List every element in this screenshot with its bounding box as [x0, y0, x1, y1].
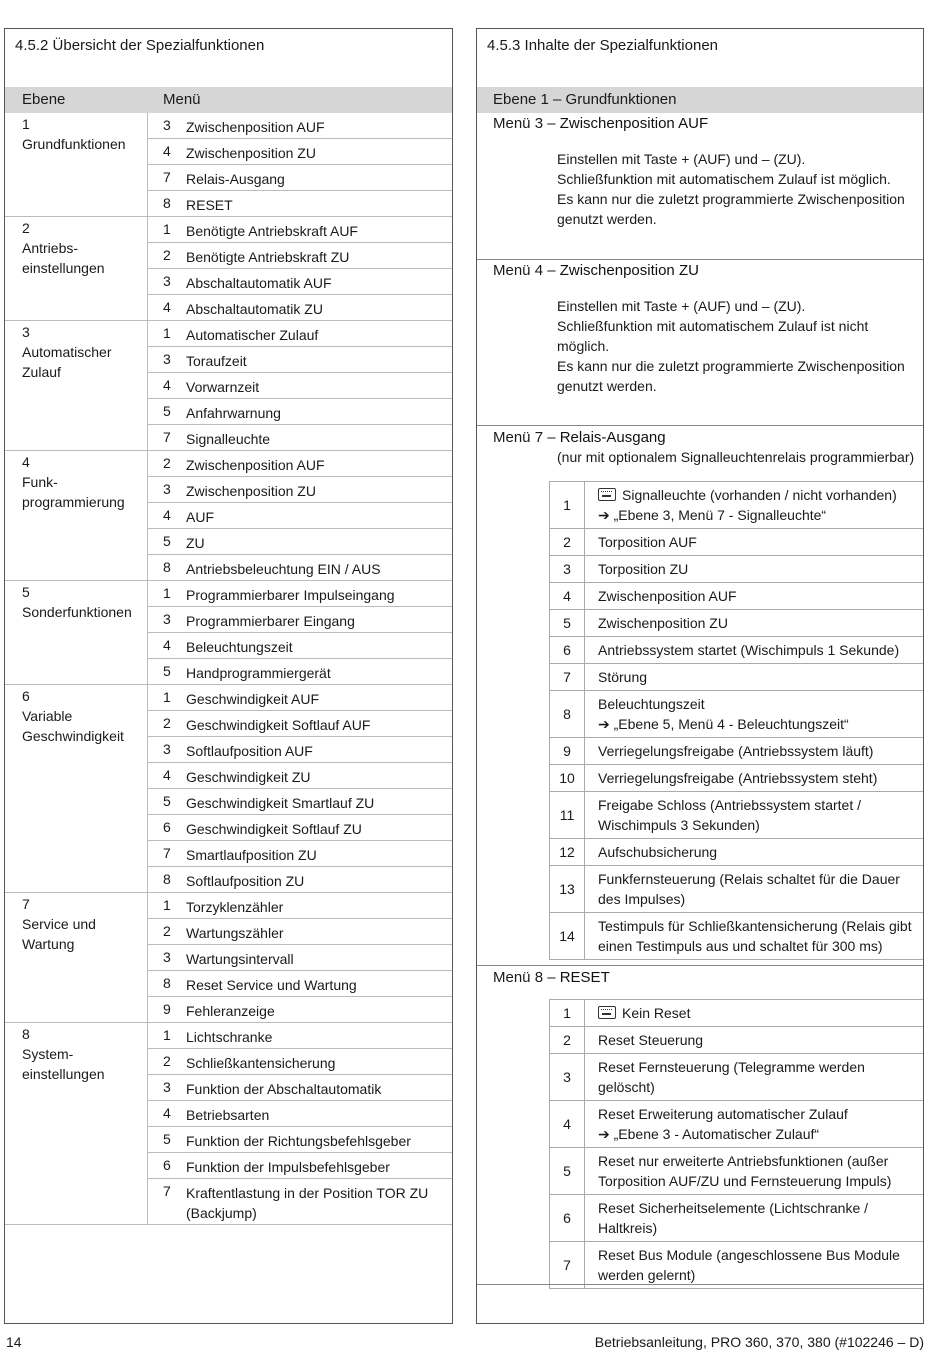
overview-group — [5, 1023, 452, 1225]
section-title-contents — [477, 29, 923, 88]
option-line: Signalleuchte (vorhanden / nicht vorhanden) — [622, 487, 897, 503]
menu-number: 5 — [163, 533, 171, 549]
menu-row — [148, 295, 452, 321]
menu-row — [148, 165, 452, 191]
menu4-name: Zwischenposition ZU — [559, 262, 699, 279]
menu-number: 4 — [163, 143, 171, 159]
option-line: Reset Fernsteuerung (Telegramme werden gelöscht) — [598, 1059, 865, 1095]
menu-title: Toraufzeit — [186, 353, 247, 369]
option-line: Kein Reset — [622, 1005, 691, 1021]
menu-title: Kraftentlastung in der Position TOR ZU (Backjump) — [186, 1185, 429, 1221]
menu-row — [148, 1023, 452, 1049]
menu-number: 4 — [163, 767, 171, 783]
menu-row — [148, 789, 452, 815]
option-text — [598, 583, 923, 609]
divider — [477, 259, 923, 260]
menu-title: Funktion der Impulsbefehlsgeber — [186, 1159, 390, 1175]
option-row — [549, 839, 923, 866]
option-number: 5 — [550, 610, 585, 636]
overview-group — [5, 113, 452, 217]
menu7-name: Relais-Ausgang — [559, 429, 666, 446]
menu-title: Reset Service und Wartung — [186, 977, 357, 993]
option-number: 10 — [550, 765, 585, 791]
menu-row — [148, 815, 452, 841]
menu-number: 2 — [163, 715, 171, 731]
option-line: Funkfernsteuerung (Relais schaltet für die Dauer des Impulses) — [598, 871, 900, 907]
menu-title: Abschaltautomatik AUF — [186, 275, 332, 291]
option-row — [549, 913, 923, 960]
option-line: Störung — [598, 669, 648, 685]
option-row — [549, 610, 923, 637]
option-number: 6 — [550, 637, 585, 663]
menu-number: 8 — [163, 975, 171, 991]
option-line: Reset nur erweiterte Antriebsfunktionen (außer Torposition AUF/ZU und Fernsteuerung Impuls) — [598, 1153, 892, 1189]
menu-number: 2 — [163, 247, 171, 263]
menu-number: 7 — [163, 845, 171, 861]
menu-row — [148, 243, 452, 269]
menu3-line: Einstellen mit Taste + (AUF) und – (ZU). — [557, 151, 806, 167]
menu-title: Benötigte Antriebskraft AUF — [186, 223, 358, 239]
option-number: 7 — [550, 664, 585, 690]
menu-number: 1 — [163, 585, 171, 601]
menu-row — [148, 451, 452, 477]
option-row — [549, 529, 923, 556]
menu-number: 3 — [163, 611, 171, 627]
option-text — [598, 691, 923, 737]
menu3-line: Schließfunktion mit automatischem Zulauf ist möglich. — [557, 171, 891, 187]
menu-row — [148, 1153, 452, 1179]
menu-row — [148, 399, 452, 425]
menu-number: 3 — [163, 481, 171, 497]
option-row — [549, 482, 923, 529]
menu-number: 4 — [163, 299, 171, 315]
menu-title: Fehleranzeige — [186, 1003, 275, 1019]
menu-title: Beleuchtungszeit — [186, 639, 293, 655]
option-row — [549, 738, 923, 765]
overview-group — [5, 217, 452, 321]
option-number: 5 — [550, 1148, 585, 1194]
option-text — [598, 1054, 923, 1100]
menu-row — [148, 321, 452, 347]
option-number: 4 — [550, 583, 585, 609]
contents-panel — [476, 28, 924, 1324]
menu-row — [148, 737, 452, 763]
menu-number: 5 — [163, 403, 171, 419]
menu-title: AUF — [186, 509, 214, 525]
menu-title: Smartlaufposition ZU — [186, 847, 317, 863]
option-text — [598, 866, 923, 912]
menu-row — [148, 919, 452, 945]
menu-title: Geschwindigkeit Softlauf ZU — [186, 821, 362, 837]
option-line: Reset Sicherheitselemente (Lichtschranke / Haltkreis) — [598, 1200, 869, 1236]
menu8-heading — [493, 969, 610, 986]
menu4-line: Einstellen mit Taste + (AUF) und – (ZU). — [557, 298, 806, 314]
menu-row — [148, 217, 452, 243]
keyboard-icon — [598, 1006, 616, 1019]
group-label: 2 Antriebs- einstellungen — [22, 220, 105, 276]
menu-number: 3 — [163, 117, 171, 133]
menu-number: 4 — [163, 507, 171, 523]
menu-title: Lichtschranke — [186, 1029, 273, 1045]
option-text — [598, 1027, 923, 1053]
option-row — [549, 1027, 923, 1054]
menu-title: Antriebsbeleuchtung EIN / AUS — [186, 561, 381, 577]
menu-title: Benötigte Antriebskraft ZU — [186, 249, 350, 265]
menu-row — [148, 971, 452, 997]
option-row — [549, 1054, 923, 1101]
menu-title: RESET — [186, 197, 233, 213]
option-number: 6 — [550, 1195, 585, 1241]
menu-number: 5 — [163, 1131, 171, 1147]
option-number: 4 — [550, 1101, 585, 1147]
menu-title: Zwischenposition ZU — [186, 145, 316, 161]
option-line: Verriegelungsfreigabe (Antriebssystem steht) — [598, 770, 878, 786]
menu-row — [148, 763, 452, 789]
group-label: 5 Sonderfunktionen — [22, 584, 132, 620]
option-number: 13 — [550, 866, 585, 912]
menu-title: Zwischenposition AUF — [186, 457, 325, 473]
doc-reference: Betriebsanleitung, PRO 360, 370, 380 (#102246 – D) — [594, 1334, 924, 1350]
menu4-prefix: Menü 4 – — [493, 262, 560, 279]
option-line: Reset Steuerung — [598, 1032, 704, 1048]
option-text — [598, 765, 923, 791]
menu4-line: Es kann nur die zuletzt programmierte Zwischenposition genutzt werden. — [557, 358, 905, 394]
option-line: Freigabe Schloss (Antriebssystem startet / Wischimpuls 3 Sekunden) — [598, 797, 861, 833]
menu-title: Softlaufposition AUF — [186, 743, 313, 759]
option-line: ➔ „Ebene 5, Menü 4 - Beleuchtungszeit“ — [598, 716, 849, 732]
option-text — [598, 738, 923, 764]
menu-title: Softlaufposition ZU — [186, 873, 305, 889]
menu-title: ZU — [186, 535, 205, 551]
menu-row — [148, 1049, 452, 1075]
option-text — [598, 1000, 923, 1026]
option-line: Verriegelungsfreigabe (Antriebssystem läuft) — [598, 743, 874, 759]
option-line: Torposition ZU — [598, 561, 689, 577]
option-number: 1 — [550, 1000, 585, 1026]
option-row — [549, 1242, 923, 1289]
menu-row — [148, 425, 452, 451]
option-line: Aufschubsicherung — [598, 844, 718, 860]
menu-row — [148, 633, 452, 659]
menu-title: Betriebsarten — [186, 1107, 270, 1123]
page-number: 14 — [6, 1334, 22, 1350]
option-text — [598, 792, 923, 838]
menu-title: Anfahrwarnung — [186, 405, 281, 421]
option-line: ➔ „Ebene 3, Menü 7 - Signalleuchte“ — [598, 507, 827, 523]
option-number: 11 — [550, 792, 585, 838]
option-row — [549, 691, 923, 738]
menu-number: 3 — [163, 949, 171, 965]
menu-row — [148, 555, 452, 581]
header-ebene: Ebene — [22, 91, 66, 108]
menu-row — [148, 347, 452, 373]
menu-number: 3 — [163, 351, 171, 367]
group-label: 8 System- einstellungen — [22, 1026, 105, 1082]
menu-title: Funktion der Richtungsbefehlsgeber — [186, 1133, 411, 1149]
menu3-prefix: Menü 3 – — [493, 115, 560, 132]
option-row — [549, 556, 923, 583]
option-row — [549, 583, 923, 610]
menu-number: 5 — [163, 663, 171, 679]
option-line: Zwischenposition ZU — [598, 615, 728, 631]
overview-panel — [4, 28, 453, 1324]
menu-title: Programmierbarer Eingang — [186, 613, 355, 629]
menu-row — [148, 841, 452, 867]
level-header — [477, 87, 923, 113]
section-title-text: 4.5.2 Übersicht der Spezialfunktionen — [15, 37, 265, 54]
option-row — [549, 637, 923, 664]
menu-number: 1 — [163, 897, 171, 913]
menu-number: 4 — [163, 1105, 171, 1121]
option-text — [598, 1101, 923, 1147]
menu-row — [148, 685, 452, 711]
menu-title: Wartungsintervall — [186, 951, 294, 967]
menu-number: 9 — [163, 1001, 171, 1017]
option-row — [549, 866, 923, 913]
option-number: 8 — [550, 691, 585, 737]
option-text — [598, 637, 923, 663]
menu7-note: (nur mit optionalem Signalleuchtenrelais programmierbar) — [557, 449, 915, 465]
overview-group — [5, 685, 452, 893]
divider — [477, 425, 923, 426]
option-row — [549, 1148, 923, 1195]
divider — [477, 1284, 923, 1285]
menu-number: 6 — [163, 819, 171, 835]
menu4-heading — [493, 262, 699, 279]
menu-row — [148, 269, 452, 295]
option-line: ➔ „Ebene 3 - Automatischer Zulauf“ — [598, 1126, 820, 1142]
option-text — [598, 839, 923, 865]
option-line: Reset Bus Module (angeschlossene Bus Module werden gelernt) — [598, 1247, 900, 1283]
menu-row — [148, 711, 452, 737]
option-line: Reset Erweiterung automatischer Zulauf — [598, 1106, 848, 1122]
option-number: 1 — [550, 482, 585, 528]
menu-number: 7 — [163, 429, 171, 445]
menu-title: Funktion der Abschaltautomatik — [186, 1081, 382, 1097]
menu-row — [148, 139, 452, 165]
option-row — [549, 1101, 923, 1148]
option-row — [549, 765, 923, 792]
menu-number: 1 — [163, 689, 171, 705]
option-row — [549, 1000, 923, 1027]
menu-number: 3 — [163, 741, 171, 757]
menu-title: Relais-Ausgang — [186, 171, 285, 187]
option-row — [549, 1195, 923, 1242]
option-number: 12 — [550, 839, 585, 865]
option-line: Testimpuls für Schließkantensicherung (Relais gibt einen Testimpuls aus und schaltet für 300 ms) — [598, 918, 912, 954]
section-title-overview — [5, 29, 452, 88]
overview-group — [5, 893, 452, 1023]
menu3-heading — [493, 115, 708, 132]
menu-row — [148, 529, 452, 555]
menu-number: 8 — [163, 559, 171, 575]
option-text — [598, 482, 923, 528]
menu-number: 1 — [163, 325, 171, 341]
menu8-table — [549, 999, 923, 1289]
menu-row — [148, 997, 452, 1023]
option-number: 2 — [550, 529, 585, 555]
menu-number: 4 — [163, 377, 171, 393]
menu-number: 1 — [163, 221, 171, 237]
menu-title: Automatischer Zulauf — [186, 327, 319, 343]
menu-title: Programmierbarer Impulseingang — [186, 587, 395, 603]
level-header-text: Ebene 1 – Grundfunktionen — [493, 91, 677, 108]
option-text — [598, 664, 923, 690]
menu-row — [148, 477, 452, 503]
option-text — [598, 529, 923, 555]
menu-number: 2 — [163, 1053, 171, 1069]
menu-number: 6 — [163, 1157, 171, 1173]
menu-title: Signalleuchte — [186, 431, 271, 447]
menu-title: Vorwarnzeit — [186, 379, 260, 395]
menu-number: 7 — [163, 169, 171, 185]
menu-row — [148, 373, 452, 399]
menu-row — [148, 659, 452, 685]
option-line: Beleuchtungszeit — [598, 696, 705, 712]
option-number: 9 — [550, 738, 585, 764]
menu-row — [148, 867, 452, 893]
menu8-prefix: Menü 8 – — [493, 969, 560, 986]
menu-row — [148, 581, 452, 607]
option-text — [598, 1242, 923, 1288]
menu4-line: Schließfunktion mit automatischem Zulauf ist nicht möglich. — [557, 318, 869, 354]
menu-title: Geschwindigkeit ZU — [186, 769, 311, 785]
group-label: 3 Automatischer Zulauf — [22, 324, 112, 380]
menu7-heading — [493, 429, 666, 446]
option-row — [549, 664, 923, 691]
menu-number: 5 — [163, 793, 171, 809]
group-label: 6 Variable Geschwindigkeit — [22, 688, 124, 744]
menu3-name: Zwischenposition AUF — [559, 115, 709, 132]
menu-row — [148, 1179, 452, 1225]
option-number: 7 — [550, 1242, 585, 1288]
option-row — [549, 792, 923, 839]
overview-group — [5, 321, 452, 451]
menu-number: 8 — [163, 195, 171, 211]
menu-number: 4 — [163, 637, 171, 653]
menu7-table — [549, 481, 923, 960]
menu-row — [148, 1101, 452, 1127]
menu3-line: Es kann nur die zuletzt programmierte Zwischenposition genutzt werden. — [557, 191, 905, 227]
menu-number: 3 — [163, 1079, 171, 1095]
menu7-prefix: Menü 7 – — [493, 429, 560, 446]
header-menu: Menü — [163, 91, 201, 108]
menu-title: Geschwindigkeit Softlauf AUF — [186, 717, 371, 733]
menu-number: 2 — [163, 455, 171, 471]
menu-title: Zwischenposition AUF — [186, 119, 325, 135]
keyboard-icon — [598, 488, 616, 501]
menu-title: Geschwindigkeit Smartlauf ZU — [186, 795, 375, 811]
overview-group — [5, 451, 452, 581]
menu-row — [148, 503, 452, 529]
divider — [477, 965, 923, 966]
option-text — [598, 610, 923, 636]
menu-row — [148, 191, 452, 217]
menu-title: Torzyklenzähler — [186, 899, 284, 915]
menu-row — [148, 945, 452, 971]
option-line: Zwischenposition AUF — [598, 588, 737, 604]
menu4-text — [557, 296, 909, 396]
menu-number: 1 — [163, 1027, 171, 1043]
menu-title: Geschwindigkeit AUF — [186, 691, 320, 707]
menu-title: Schließkantensicherung — [186, 1055, 336, 1071]
option-number: 2 — [550, 1027, 585, 1053]
option-line: Antriebssystem startet (Wischimpuls 1 Sekunde) — [598, 642, 900, 658]
menu-number: 3 — [163, 273, 171, 289]
menu8-name: RESET — [559, 969, 610, 986]
group-label: 7 Service und Wartung — [22, 896, 96, 952]
group-label: 1 Grundfunktionen — [22, 116, 126, 152]
option-line: Torposition AUF — [598, 534, 697, 550]
option-number: 3 — [550, 1054, 585, 1100]
option-text — [598, 556, 923, 582]
menu-row — [148, 1075, 452, 1101]
menu3-text — [557, 149, 909, 229]
group-label: 4 Funk- programmierung — [22, 454, 125, 510]
menu-row — [148, 1127, 452, 1153]
menu-title: Abschaltautomatik ZU — [186, 301, 323, 317]
menu-row — [148, 893, 452, 919]
overview-group — [5, 581, 452, 685]
option-number: 14 — [550, 913, 585, 959]
option-text — [598, 913, 923, 959]
menu-title: Wartungszähler — [186, 925, 284, 941]
menu-number: 2 — [163, 923, 171, 939]
option-number: 3 — [550, 556, 585, 582]
menu-number: 7 — [163, 1183, 171, 1199]
menu-row — [148, 607, 452, 633]
menu-title: Handprogrammiergerät — [186, 665, 331, 681]
menu-row — [148, 113, 452, 139]
overview-header — [5, 87, 452, 113]
option-text — [598, 1148, 923, 1194]
option-text — [598, 1195, 923, 1241]
menu-title: Zwischenposition ZU — [186, 483, 316, 499]
group-divider — [5, 1224, 452, 1225]
section-title-text: 4.5.3 Inhalte der Spezialfunktionen — [487, 37, 718, 54]
menu-number: 8 — [163, 871, 171, 887]
